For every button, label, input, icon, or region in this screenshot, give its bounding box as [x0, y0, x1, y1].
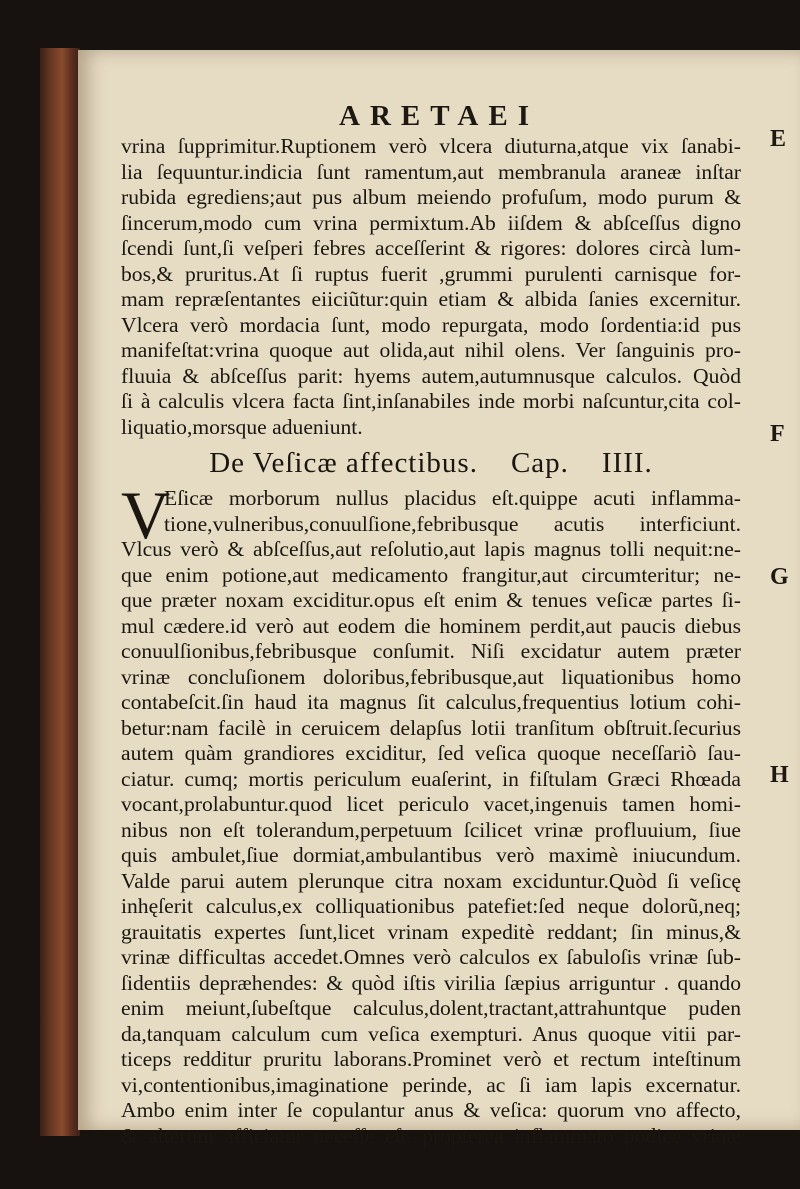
text-line: enim meiunt,ſubeſtque calculus,dolent,tractant,attrahuntque puden: [121, 996, 741, 1020]
text-line: ſincerum,modo cum vrina permixtum.Ab iiſdem & abſceſſus digno: [121, 210, 741, 235]
text-line: vi,contentionibus,imaginatione perinde, ac ſi iam lapis excernatur.: [121, 1072, 741, 1097]
margin-letter: H: [770, 762, 789, 788]
text-line: Eſicæ morborum nullus placidus eſt.quippe acuti inflamma-: [164, 486, 741, 510]
text-line: rubida egrediens;aut pus album meiendo profuſum, modo purum &: [121, 185, 741, 209]
text-line: Vlcus verò & abſceſſus,aut reſolutio,aut lapis magnus tolli nequit:ne-: [121, 537, 741, 561]
text-line: & alterum afficiatur neceſſe eſt. propterea inflammato podice vrinæ: [121, 1123, 741, 1148]
text-line: liquatio,morsque adueniunt.: [121, 414, 363, 439]
text-line: que præter noxam exciditur.opus eſt enim & tenues veſicæ partes ſi-: [121, 588, 741, 612]
text-line: que enim potione,aut medicamento frangitur,aut circumteritur; ne-: [121, 562, 741, 587]
text-line: ſidentiis depræhendes: & quòd iſtis virilia ſæpius arriguntur . quando: [121, 970, 741, 995]
text-line: ſcendi ſunt,ſi veſperi febres acceſſerint & rigores: dolores circà lum-: [121, 236, 741, 260]
text-line: fluuia & abſceſſus parit: hyems autem,autumnusque calculos. Quòd: [121, 363, 741, 388]
text-line: conuulſionibus,febribusque conſumit. Niſi excidatur autem præter: [121, 639, 741, 663]
paragraph-1: [121, 134, 741, 440]
text-line: nibus non eſt tolerandum,perpetuum ſcilicet vrinæ profluuium, ſiue: [121, 817, 741, 842]
text-line: vrina ſupprimitur.Ruptionem verò vlcera diuturna,atque vix ſanabi-: [121, 134, 741, 158]
text-line: vrinæ concluſionem doloribus,febribusque,aut liquationibus homo: [121, 664, 741, 689]
text-line: ſi à calculis vlcera facta ſint,inſanabiles inde morbi naſcuntur,cita col-: [121, 389, 741, 413]
text-line: bos,& pruritus.At ſi ruptus fuerit ,grummi purulenti carnisque for-: [121, 261, 741, 286]
text-line: inhęſerit calculus,ex colliquationibus patefiet:ſed neque dolorũ,neq;: [121, 894, 741, 918]
text-line: grauitatis expertes ſunt,licet vrinam expeditè reddant; ſin minus,&: [121, 919, 741, 944]
paragraph-2-indented-lines: [121, 486, 741, 537]
running-title: ARETAEI: [339, 100, 539, 132]
margin-letter: E: [770, 126, 787, 152]
text-line: Vlcera verò mordacia ſunt, modo repurgata, modo ſordentia:id pus: [121, 312, 741, 337]
text-line: betur:nam facilè in ceruicem delapſus lotii tranſitum obſtruit.ſecurius: [121, 715, 741, 740]
text-line: Ambo enim inter ſe copulantur anus & veſica: quorum vno affecto,: [121, 1098, 741, 1122]
text-line: ciatur. cumq; mortis periculum euaſerint, in fiſtulam Græci Rhœada: [121, 766, 741, 791]
text-line: autem quàm grandiores exciditur, ſed veſica quoque neceſſariò ſau-: [121, 741, 741, 765]
text-block: [121, 134, 741, 1149]
text-line: manifeſtat:vrina quoque aut olida,aut nihil olens. Ver ſanguinis pro-: [121, 338, 741, 362]
text-line: Valde parui autem plerunque citra noxam exciduntur.Quòd ſi veſicę: [121, 868, 741, 893]
book-spine: [40, 48, 80, 1136]
text-line: vrinæ difficultas accedet.Omnes verò calculos ex ſabuloſis vrinæ ſub-: [121, 945, 741, 969]
text-line: contabeſcit.ſin haud ita magnus ſit calculus,frequentius lotium cohi-: [121, 690, 741, 714]
text-line: ticeps redditur pruritu laborans.Prominet verò et rectum inteſtinum: [121, 1047, 741, 1071]
text-line: mam repræſentantes eiiciũtur:quin etiam & albida ſanies excernitur.: [121, 287, 741, 311]
text-line: mul cædere.id verò aut eodem die hominem perdit,aut paucis diebus: [121, 613, 741, 638]
text-line: quis ambulet,ſiue dormiat,ambulantibus verò maximè iniucundum.: [121, 843, 741, 867]
text-line: tione,vulneribus,conuulſione,febribusque acutis interficiunt.: [164, 511, 741, 536]
page-header: [78, 100, 800, 133]
margin-letter: G: [770, 564, 789, 590]
text-line: vocant,prolabuntur.quod licet periculo vacet,ingenuis tamen homi-: [121, 792, 741, 816]
text-line: lia ſequuntur.indicia ſunt ramentum,aut membranula araneæ inſtar: [121, 159, 741, 184]
text-line: da,tanquam calculum cum veſica exempturi. Anus quoque vitii par-: [121, 1021, 741, 1046]
drop-cap: V: [121, 477, 171, 553]
paragraph-2: [121, 537, 741, 1149]
chapter-heading: De Veſicæ affectibus. Cap. IIII.: [209, 447, 653, 479]
margin-letter: F: [770, 421, 785, 447]
